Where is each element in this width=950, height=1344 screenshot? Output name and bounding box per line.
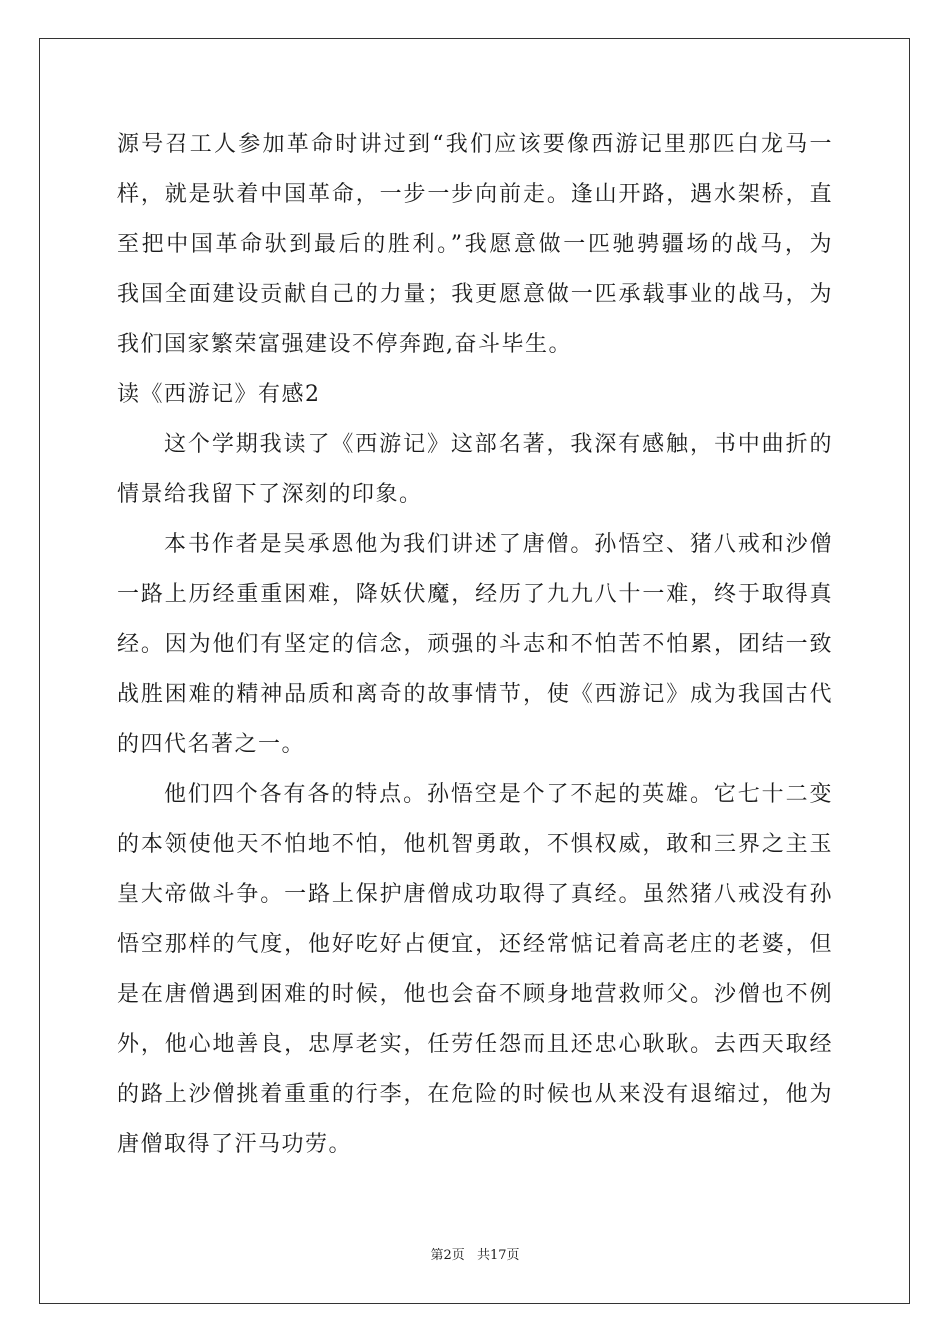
text-line: 皇大帝做斗争。一路上保护唐僧成功取得了真经。虽然猪八戒没有孙 [117,882,833,907]
paragraph-3 [117,770,833,1170]
text-line: 这个学期我读了《西游记》这部名著，我深有感触，书中曲折的 [164,432,833,457]
section-title: 读《西游记》有感2 [117,382,321,407]
document-body [117,120,833,1170]
text-line: 本书作者是吴承恩他为我们讲述了唐僧。孙悟空、猪八戒和沙僧 [164,532,833,557]
paragraph-2 [117,520,833,770]
text-line: 是在唐僧遇到困难的时候，他也会奋不顾身地营救师父。沙僧也不例 [117,982,833,1007]
intro-paragraph [117,120,833,370]
text-line: 唐僧取得了汗马功劳。 [117,1132,353,1157]
text-line: 的本领使他天不怕地不怕，他机智勇敢，不惧权威，敢和三界之主玉 [117,832,833,857]
paragraph-1 [117,420,833,520]
text-line: 我们国家繁荣富强建设不停奔跑,奋斗毕生。 [117,332,572,357]
text-line: 情景给我留下了深刻的印象。 [117,482,423,507]
text-line: 样，就是驮着中国革命，一步一步向前走。逢山开路，遇水架桥，直 [117,182,833,207]
page-number: 第2页 [430,1248,465,1263]
text-line: 源号召工人参加革命时讲过到“我们应该要像西游记里那匹白龙马一 [117,132,833,157]
text-line: 悟空那样的气度，他好吃好占便宜，还经常惦记着高老庄的老婆，但 [117,932,833,957]
page-footer [0,1244,950,1263]
text-line: 外，他心地善良，忠厚老实，任劳任怨而且还忠心耿耿。去西天取经 [117,1032,833,1057]
text-line: 战胜困难的精神品质和离奇的故事情节，使《西游记》成为我国古代 [117,682,833,707]
text-line: 他们四个各有各的特点。孙悟空是个了不起的英雄。它七十二变 [164,782,833,807]
text-line: 经。因为他们有坚定的信念，顽强的斗志和不怕苦不怕累，团结一致 [117,632,833,657]
text-line: 的路上沙僧挑着重重的行李，在危险的时候也从来没有退缩过，他为 [117,1082,833,1107]
text-line: 一路上历经重重困难，降妖伏魔，经历了九九八十一难，终于取得真 [117,582,833,607]
text-line: 至把中国革命驮到最后的胜利。”我愿意做一匹驰骋疆场的战马，为 [117,232,833,257]
text-line: 我国全面建设贡献自己的力量；我更愿意做一匹承载事业的战马，为 [117,282,833,307]
text-line: 的四代名著之一。 [117,732,306,757]
page-total: 共17页 [476,1248,520,1263]
